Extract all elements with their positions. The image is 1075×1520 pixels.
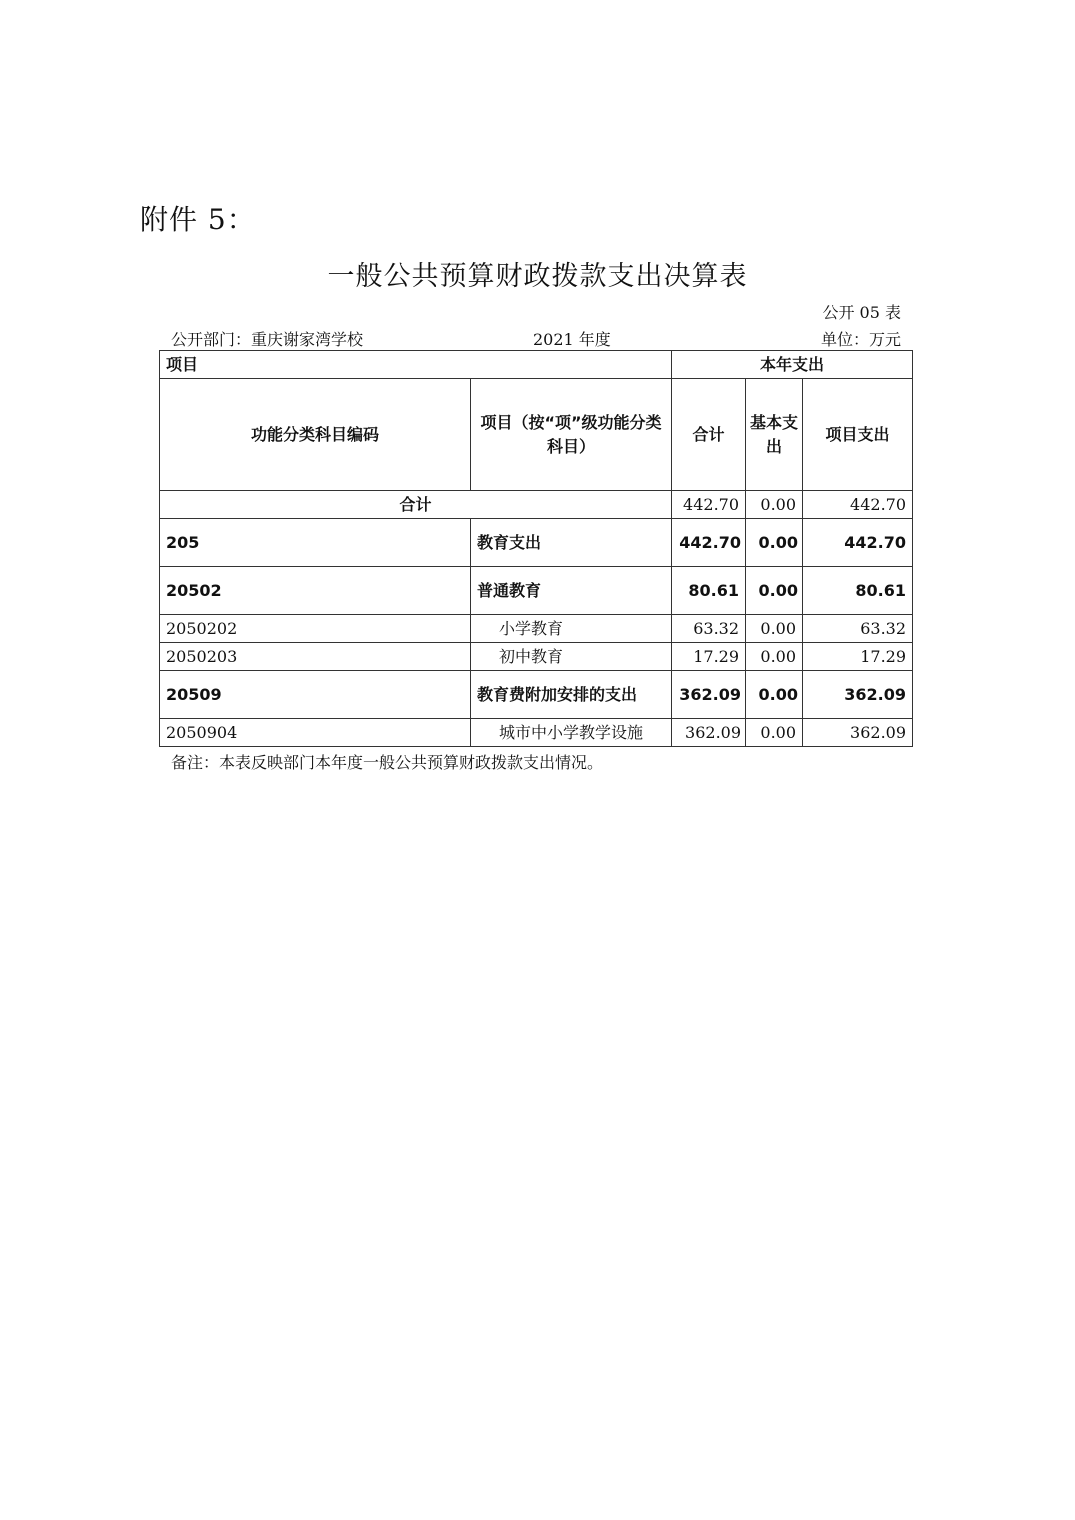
row-name: 教育费附加安排的支出	[471, 671, 672, 719]
table-row	[160, 671, 913, 719]
row-code: 2050203	[160, 643, 471, 671]
row-project: 80.61	[803, 567, 913, 615]
table-header-row	[160, 351, 913, 379]
row-basic: 0.00	[746, 643, 803, 671]
row-code: 20502	[160, 567, 471, 615]
row-total: 63.32	[672, 615, 746, 643]
row-total: 17.29	[672, 643, 746, 671]
row-project: 362.09	[803, 671, 913, 719]
row-project: 63.32	[803, 615, 913, 643]
row-total: 362.09	[672, 671, 746, 719]
row-project: 442.70	[803, 519, 913, 567]
table-column-header-row	[160, 379, 913, 491]
total-total: 442.70	[672, 491, 746, 519]
row-basic: 0.00	[746, 615, 803, 643]
row-name: 初中教育	[471, 643, 672, 671]
row-project: 362.09	[803, 719, 913, 747]
row-total: 362.09	[672, 719, 746, 747]
col-code-header: 功能分类科目编码	[160, 379, 471, 491]
row-basic: 0.00	[746, 719, 803, 747]
table-row	[160, 719, 913, 747]
row-name: 普通教育	[471, 567, 672, 615]
total-row	[160, 491, 913, 519]
header-current-year: 本年支出	[672, 351, 913, 379]
row-name: 城市中小学教学设施	[471, 719, 672, 747]
row-project: 17.29	[803, 643, 913, 671]
col-item-header: 项目（按“项”级功能分类科目）	[471, 379, 672, 491]
table-row	[160, 643, 913, 671]
row-code: 2050202	[160, 615, 471, 643]
attachment-label: 附件 5：	[140, 203, 256, 236]
row-basic: 0.00	[746, 671, 803, 719]
form-number: 公开 05 表	[822, 303, 901, 322]
table-row	[160, 567, 913, 615]
row-total: 442.70	[672, 519, 746, 567]
total-project: 442.70	[803, 491, 913, 519]
row-code: 205	[160, 519, 471, 567]
unit-label: 单位：万元	[820, 330, 901, 349]
budget-table	[159, 350, 913, 747]
header-item: 项目	[160, 351, 672, 379]
row-name: 小学教育	[471, 615, 672, 643]
row-name: 教育支出	[471, 519, 672, 567]
total-label: 合计	[160, 491, 672, 519]
row-total: 80.61	[672, 567, 746, 615]
page-title: 一般公共预算财政拨款支出决算表	[327, 261, 748, 292]
row-code: 20509	[160, 671, 471, 719]
table-row	[160, 615, 913, 643]
footnote: 备注：本表反映部门本年度一般公共预算财政拨款支出情况。	[171, 753, 604, 772]
row-code: 2050904	[160, 719, 471, 747]
col-project-header: 项目支出	[803, 379, 913, 491]
total-basic: 0.00	[746, 491, 803, 519]
year-label: 2021 年度	[533, 330, 611, 349]
row-basic: 0.00	[746, 567, 803, 615]
row-basic: 0.00	[746, 519, 803, 567]
table-row	[160, 519, 913, 567]
col-basic-header: 基本支出	[746, 379, 803, 491]
department-label: 公开部门：重庆谢家湾学校	[171, 330, 364, 349]
col-total-header: 合计	[672, 379, 746, 491]
